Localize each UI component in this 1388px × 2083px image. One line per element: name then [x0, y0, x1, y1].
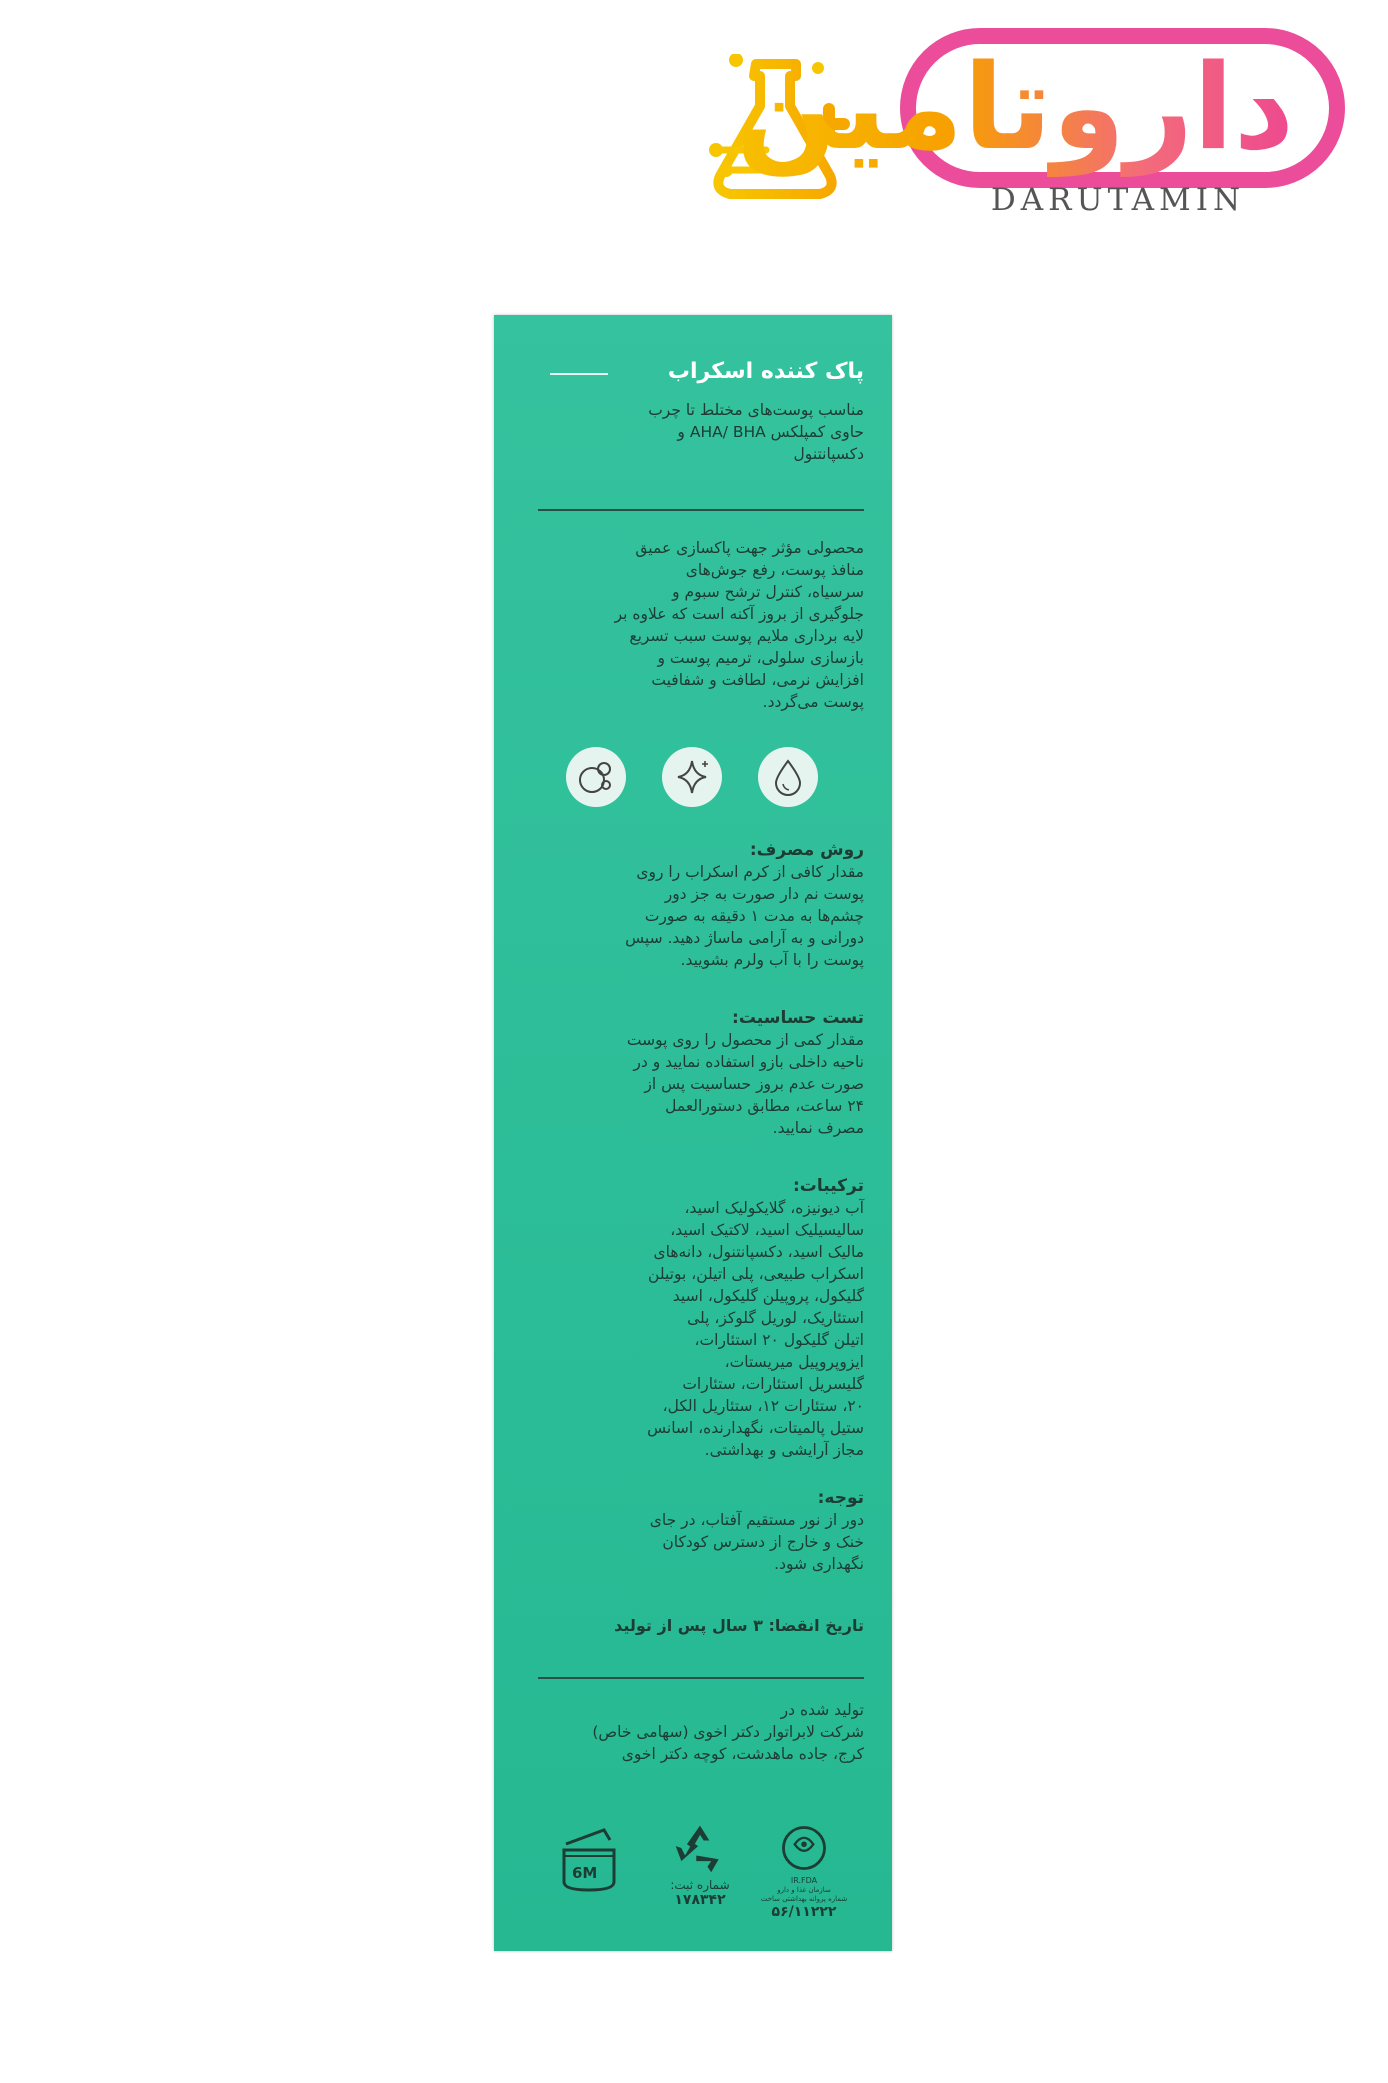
pao-jar-icon	[554, 1820, 624, 1900]
drop-icon	[758, 747, 818, 807]
recycle-block	[650, 1820, 750, 1930]
bubbles-icon	[566, 747, 626, 807]
producer-info: تولید شده در شرکت لابراتوار دکتر اخوی (سهامی خاص) کرج، جاده ماهدشت، کوچه دکتر اخوی	[592, 1701, 864, 1763]
usage-section: روش مصرف: مقدار کافی از کرم اسکراب را روی پوست نم دار صورت به جز دور چشم‌ها به مدت ۱ دقیقه به صورت دورانی و به آرامی ماساژ دهید. سپس پوست را با آب ولرم بشویید.	[625, 840, 864, 969]
divider	[538, 509, 864, 511]
registration-label: شماره ثبت:	[670, 1878, 730, 1892]
pao-label: 6M	[572, 1864, 598, 1882]
health-permit-label: شماره پروانه بهداشتی ساخت	[760, 1895, 848, 1903]
ingredients-section: ترکیبات: آب دیونیزه، گلایکولیک اسید، سالیسیلیک اسید، لاکتیک اسید، مالیک اسید، دکسپانتنول، دانه‌های اسکراب طبیعی، پلی اتیلن، بوتیلن گلیکول، پروپیلن گلیکول، اسید استئاریک، لوریل گلوکز، پلی اتیلن گلیکول ۲۰ استئارات، ایزوپروپیل میریستات، گلیسریل استئارات، ستئارات ۲۰، ستئارات ۱۲، ستئاریل الکل، ستیل پالمیتات، نگهدارنده، اسانس مجاز آرایشی و بهداشتی.	[647, 1176, 864, 1459]
title-dash	[550, 373, 608, 375]
package-side-panel	[494, 315, 892, 1951]
product-description: محصولی مؤثر جهت پاکسازی عمیق منافذ پوست، رفع جوش‌های سرسیاه، کنترل ترشح سبوم و جلوگیری از بروز آکنه است که علاوه بر لایه برداری ملایم پوست سبب تسریع بازسازی سلولی، ترمیم پوست و افزایش نرمی، لطافت و شفافیت پوست می‌گردد.	[614, 539, 864, 711]
certification-icons	[554, 1820, 848, 1930]
product-subtitle: مناسب پوست‌های مختلط تا چرب حاوی کمپلکس AHA/ BHA و دکسپانتنول	[648, 401, 864, 463]
health-seal-icon	[776, 1820, 832, 1876]
registration-number: ۱۷۸۳۴۲	[674, 1892, 726, 1908]
logo-persian-wordmark: داروتامین	[690, 22, 1340, 192]
divider	[538, 1677, 864, 1679]
expiry-date: تاریخ انقضا: ۳ سال پس از تولید	[614, 1616, 864, 1635]
health-caption: سازمان غذا و دارو	[777, 1886, 831, 1894]
feature-icons	[566, 747, 822, 811]
logo-latin-wordmark: DARUTAMIN	[990, 182, 1246, 218]
product-title: پاک کننده اسکراب	[667, 359, 864, 384]
health-label: IR.FDA	[790, 1876, 818, 1885]
note-section: توجه: دور از نور مستقیم آفتاب، در جای خنک و خارج از دسترس کودکان نگهداری شود.	[649, 1488, 864, 1573]
brand-logo	[690, 22, 1350, 222]
health-seal-block	[754, 1820, 854, 1930]
recycle-icon	[672, 1820, 728, 1876]
sensitivity-section: تست حساسیت: مقدار کمی از محصول را روی پوست ناحیه داخلی بازو استفاده نمایید و در صورت عدم بروز حساسیت پس از ۲۴ ساعت، مطابق دستورالعمل مصرف نمایید.	[626, 1008, 864, 1137]
health-permit-number: ۵۶/۱۱۲۲۲	[771, 1904, 837, 1920]
sparkle-icon	[662, 747, 722, 807]
